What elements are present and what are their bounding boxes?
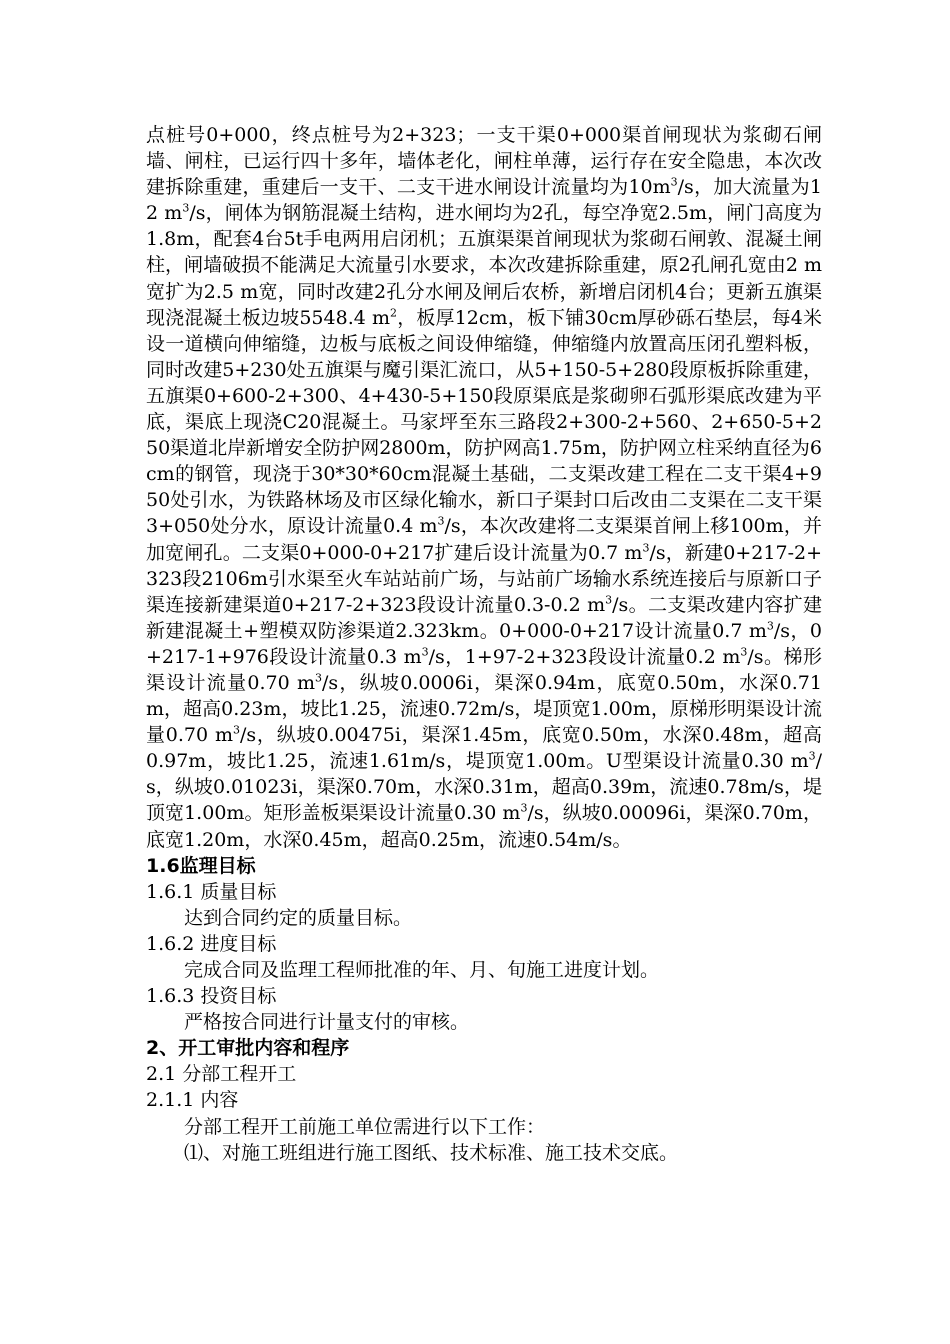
schedule-goal-body: 完成合同及监理工程师批准的年、月、旬施工进度计划。 (184, 959, 660, 981)
section-heading-supervision-goals: 1.6监理目标 (146, 854, 256, 877)
schedule-goal-title: 1.6.2 进度目标 (146, 932, 277, 955)
intro-paragraph: 点桩号0+000，终点桩号为2+323；一支干渠0+000渠首闸现状为浆砌石闸墙、闸柱，已运行四十多年，墙体老化，闸柱单薄，运行存在安全隐患，本次改建拆除重建，重建后一支干、二支干进水闸设计流量均为$10m^3/s$，加大流量为12 $m^3/s$，闸体为钢筋混凝土结构，进水闸均为2孔，每空净宽2.5m，闸门高度为1.8m，配套4台5t手电两用启闭机；五旗渠渠首闸现状为浆砌石闸敦、混凝土闸柱，闸墙破损不能满足大流量引水要求，本次改建拆除重建，原2孔闸孔宽由2 m宽扩为2.5 m宽，同时改建2孔分水闸及闸后农桥，新增启闭机4台；更新五旗渠现浇混凝土板边坡5548.4 $m^2$，板厚12cm，板下铺30cm厚砂砾石垫层，每4米设一道横向伸缩缝，边板与底板之间设伸缩缝，伸缩缝内放置高压闭孔塑料板，同时改建5+230处五旗渠与魔引渠汇流口，从5+150-5+280段原板拆除重建，五旗渠0+600-2+300、4+430-5+150段原渠底是浆砌卵石弧形渠底改建为平底，渠底上现浇C20混凝土。马家坪至东三路段2+300-2+560、2+650-5+250渠道北岸新增安全防护网2800m，防护网高1.75m，防护网立柱采纳直径为6cm的钢管，现浇于30*30*60cm混凝土基础，二支渠改建工程在二支干渠4+950处引水，为铁路林场及市区绿化输水，新口子渠封口后改由二支渠在二支干渠3+050处分水，原设计流量0.4 $m^3/s$，本次改建将二支渠渠首闸上移100m，并加宽闸孔。二支渠0+000-0+217扩建后设计流量为0.7 $m^3/s$，新建0+217-2+323段2106m引水渠至火车站站前广场，与站前广场输水系统连接后与原新口子渠连接新建渠道0+217-2+323段设计流量0.3-0.2 $m^3/s$。二支渠改建内容扩建新建混凝土+塑模双防渗渠道2.323km。0+000-0+217设计流量0.7 $m^3/s$，0+217-1+976段设计流量0.3 $m^3/s$，1+97-2+323段设计流量0.2 $m^3/s$。梯形渠设计流量0.70 $m^3/s$，纵坡0.0006i，渠深0.94m，底宽0.50m，水深0.71m，超高0.23m，坡比1.25，流速0.72m/s，堤顶宽1.00m，原梯形明渠设计流量0.70 $m^3/s$，纵坡0.00475i，渠深1.45m，底宽0.50m，水深0.48m，超高0.97m，坡比1.25，流速1.61m/s，堤顶宽1.00m。U型渠设计流量0.30 $m^3/s$，纵坡0.01023i，渠深0.70m，水深0.31m，超高0.39m，流速0.78m/s，堤顶宽1.00m。矩形盖板渠渠设计流量0.30 $m^3/s$，纵坡0.00096i，渠深0.70m，底宽1.20m，水深0.45m，超高0.25m，流速0.54m/s。 (146, 124, 823, 851)
content-title: 2.1.1 内容 (146, 1089, 239, 1112)
section-heading-approval: 2、开工审批内容和程序 (146, 1037, 350, 1060)
content-body: 分部工程开工前施工单位需进行以下工作： (184, 1115, 546, 1138)
quality-goal-title: 1.6.1 质量目标 (146, 880, 277, 903)
investment-goal-body: 严格按合同进行计量支付的审核。 (184, 1011, 470, 1034)
investment-goal-title: 1.6.3 投资目标 (146, 985, 277, 1008)
document-page (146, 122, 822, 1166)
quality-goal-body: 达到合同约定的质量目标。 (184, 906, 413, 929)
subsection-title: 2.1 分部工程开工 (146, 1063, 297, 1086)
list-item: ⑴、对施工班组进行施工图纸、技术标准、施工技术交底。 (184, 1141, 679, 1164)
